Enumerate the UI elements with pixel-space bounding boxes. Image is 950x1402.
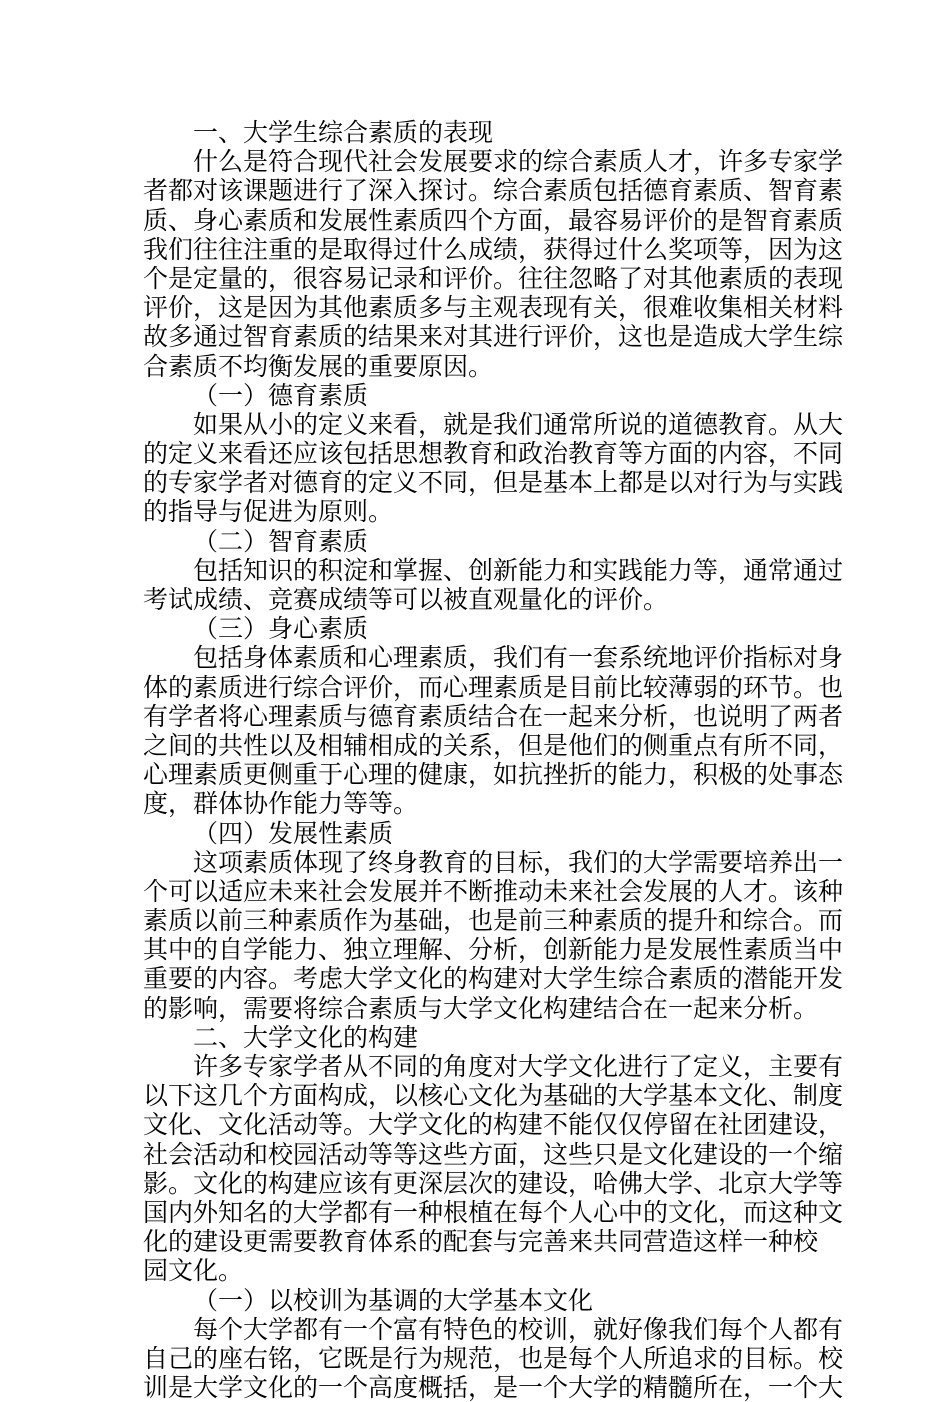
text-line: 质、身心素质和发展性素质四个方面，最容易评价的是智育素质 <box>143 205 844 235</box>
text-line: 社会活动和校园活动等等这些方面，这些只是文化建设的一个缩 <box>143 1139 844 1169</box>
text-line: （三）身心素质 <box>193 614 369 644</box>
text-line: 化的建设更需要教育体系的配套与完善来共同营造这样一种校 <box>143 1227 819 1257</box>
text-line: 国内外知名的大学都有一种根植在每个人心中的文化，而这种文 <box>143 1197 844 1227</box>
text-line: 这项素质体现了终身教育的目标，我们的大学需要培养出一 <box>193 847 844 877</box>
text-line: 每个大学都有一个富有特色的校训，就好像我们每个人都有 <box>193 1314 844 1344</box>
text-line: 园文化。 <box>143 1256 244 1286</box>
document-page <box>143 118 844 1402</box>
text-line: 度，群体协作能力等等。 <box>143 789 419 819</box>
text-line: 个是定量的，很容易记录和评价。往往忽略了对其他素质的表现 <box>143 263 844 293</box>
text-line: （四）发展性素质 <box>193 818 394 848</box>
text-line: 许多专家学者从不同的角度对大学文化进行了定义，主要有 <box>193 1052 844 1081</box>
text-line: 如果从小的定义来看，就是我们通常所说的道德教育。从大 <box>193 409 844 439</box>
text-line: 考试成绩、竞赛成绩等可以被直观量化的评价。 <box>143 585 669 614</box>
text-line: 我们往往注重的是取得过什么成绩，获得过什么奖项等，因为这 <box>143 234 844 264</box>
text-line: 以下这几个方面构成，以核心文化为基础的大学基本文化、制度 <box>143 1081 844 1111</box>
text-line: 自己的座右铭，它既是行为规范，也是每个人所追求的目标。校 <box>143 1343 844 1373</box>
text-line: 的专家学者对德育的定义不同，但是基本上都是以对行为与实践 <box>143 468 844 498</box>
text-line: 素质以前三种素质作为基础，也是前三种素质的提升和综合。而 <box>143 906 844 936</box>
text-line: 其中的自学能力、独立理解、分析，创新能力是发展性素质当中 <box>143 935 844 965</box>
text-line: 的影响，需要将综合素质与大学文化构建结合在一起来分析。 <box>143 993 819 1023</box>
text-line: （二）智育素质 <box>193 526 369 556</box>
text-line: 的指导与促进为原则。 <box>143 497 394 527</box>
text-line: 包括知识的积淀和掌握、创新能力和实践能力等，通常通过 <box>193 555 844 585</box>
text-line: 影。文化的构建应该有更深层次的建设，哈佛大学、北京大学等 <box>143 1168 844 1198</box>
text-line: 评价，这是因为其他素质多与主观表现有关，很难收集相关材料 <box>143 293 844 323</box>
text-line: 个可以适应未来社会发展并不断推动未来社会发展的人才。该种 <box>143 876 844 906</box>
text-line: 之间的共性以及相辅相成的关系，但是他们的侧重点有所不同， <box>143 730 844 760</box>
text-line: 二、大学文化的构建 <box>193 1022 419 1052</box>
text-line: 训是大学文化的一个高度概括，是一个大学的精髓所在，一个大 <box>143 1373 844 1402</box>
text-line: 什么是符合现代社会发展要求的综合素质人才，许多专家学 <box>193 147 844 177</box>
text-line: （一）德育素质 <box>193 380 369 410</box>
text-line: 故多通过智育素质的结果来对其进行评价，这也是造成大学生综 <box>143 322 844 352</box>
text-line: （一）以校训为基调的大学基本文化 <box>193 1285 594 1315</box>
text-line: 合素质不均衡发展的重要原因。 <box>143 351 494 381</box>
text-line: 重要的内容。考虑大学文化的构建对大学生综合素质的潜能开发 <box>143 964 844 994</box>
text-line: 的定义来看还应该包括思想教育和政治教育等方面的内容，不同 <box>143 439 844 469</box>
text-line: 体的素质进行综合评价，而心理素质是目前比较薄弱的环节。也 <box>143 672 844 702</box>
text-line: 一、大学生综合素质的表现 <box>193 118 494 147</box>
text-line: 者都对该课题进行了深入探讨。综合素质包括德育素质、智育素 <box>143 176 844 206</box>
text-line: 有学者将心理素质与德育素质结合在一起来分析，也说明了两者 <box>143 701 844 731</box>
text-line: 包括身体素质和心理素质，我们有一套系统地评价指标对身 <box>193 643 844 673</box>
text-line: 心理素质更侧重于心理的健康，如抗挫折的能力，积极的处事态 <box>143 760 844 790</box>
text-line: 文化、文化活动等。大学文化的构建不能仅仅停留在社团建设， <box>143 1110 844 1140</box>
